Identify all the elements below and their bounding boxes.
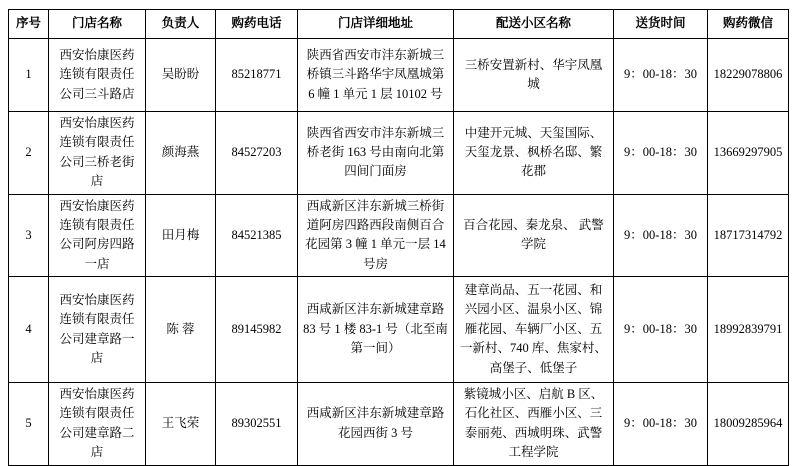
cell-no: 3	[9, 194, 49, 277]
header-no: 序号	[9, 10, 49, 39]
cell-communities: 中建开元城、天玺国际、天玺龙景、枫桥名邸、繁花郡	[454, 112, 614, 195]
cell-phone: 89302551	[216, 383, 298, 466]
table-header-row	[9, 10, 789, 39]
cell-communities: 建章尚品、五一花园、和兴园小区、温泉小区、锦雁花园、车辆厂小区、五一新村、740 库、焦家村、高堡子、低堡子	[454, 277, 614, 383]
cell-no: 1	[9, 39, 49, 112]
cell-delivery-time: 9：00-18：30	[614, 383, 708, 466]
cell-store-name: 西安怡康医药连锁有限责任公司三斗路店	[49, 39, 146, 112]
cell-address: 西咸新区沣东新城三桥街道阿房四路西段南侧百合花园第 3 幢 1 单元一层 14 号房	[298, 194, 454, 277]
cell-address: 陕西省西安市沣东新城三桥老街 163 号由南向北第四间门面房	[298, 112, 454, 195]
cell-phone: 84527203	[216, 112, 298, 195]
header-wechat: 购药微信	[708, 10, 789, 39]
cell-store-name: 西安怡康医药连锁有限责任公司建章路一店	[49, 277, 146, 383]
cell-address: 陕西省西安市沣东新城三桥镇三斗路华宇凤凰城第 6 幢 1 单元 1 层 10102 号	[298, 39, 454, 112]
cell-communities: 百合花园、秦龙泉、 武警学院	[454, 194, 614, 277]
cell-no: 2	[9, 112, 49, 195]
header-phone: 购药电话	[216, 10, 298, 39]
cell-phone: 89145982	[216, 277, 298, 383]
cell-address: 西咸新区沣东新城建章路 83 号 1 楼 83-1 号（北至南第一间）	[298, 277, 454, 383]
cell-wechat: 18717314792	[708, 194, 789, 277]
cell-manager: 田月梅	[146, 194, 216, 277]
cell-delivery-time: 9：00-18：30	[614, 39, 708, 112]
header-address: 门店详细地址	[298, 10, 454, 39]
cell-no: 5	[9, 383, 49, 466]
table-row	[9, 277, 789, 383]
cell-store-name: 西安怡康医药连锁有限责任公司三桥老街店	[49, 112, 146, 195]
cell-wechat: 18229078806	[708, 39, 789, 112]
header-delivery-time: 送货时间	[614, 10, 708, 39]
table-row	[9, 112, 789, 195]
cell-communities: 三桥安置新村、华宇凤凰城	[454, 39, 614, 112]
cell-no: 4	[9, 277, 49, 383]
cell-communities: 紫镜城小区、启航 B 区、石化社区、西雁小区、三泰丽苑、西城明珠、武警工程学院	[454, 383, 614, 466]
cell-delivery-time: 9：00-18：30	[614, 194, 708, 277]
header-communities: 配送小区名称	[454, 10, 614, 39]
cell-wechat: 18992839791	[708, 277, 789, 383]
cell-phone: 85218771	[216, 39, 298, 112]
cell-manager: 王飞荣	[146, 383, 216, 466]
cell-manager: 颜海燕	[146, 112, 216, 195]
cell-store-name: 西安怡康医药连锁有限责任公司建章路二店	[49, 383, 146, 466]
header-manager: 负责人	[146, 10, 216, 39]
cell-store-name: 西安怡康医药连锁有限责任公司阿房四路一店	[49, 194, 146, 277]
cell-wechat: 18009285964	[708, 383, 789, 466]
table-row	[9, 383, 789, 466]
pharmacy-store-table	[8, 9, 789, 466]
cell-address: 西咸新区沣东新城建章路花园西街 3 号	[298, 383, 454, 466]
cell-manager: 吴盼盼	[146, 39, 216, 112]
cell-delivery-time: 9：00-18：30	[614, 277, 708, 383]
cell-manager: 陈 蓉	[146, 277, 216, 383]
cell-wechat: 13669297905	[708, 112, 789, 195]
table-row	[9, 39, 789, 112]
cell-phone: 84521385	[216, 194, 298, 277]
table-row	[9, 194, 789, 277]
header-store-name: 门店名称	[49, 10, 146, 39]
cell-delivery-time: 9：00-18：30	[614, 112, 708, 195]
